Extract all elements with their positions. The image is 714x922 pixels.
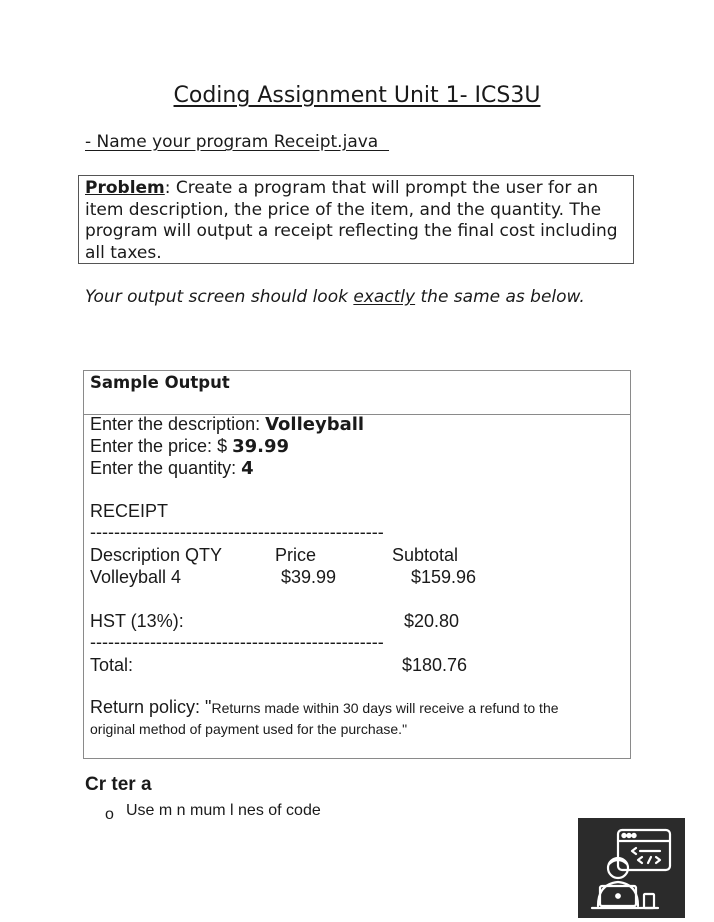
price-prompt: Enter the price: $ xyxy=(90,436,233,456)
column-header-subtotal: Subtotal xyxy=(392,545,459,565)
criteria-item: Use m n mum l nes of code xyxy=(126,802,321,819)
sample-output-header: Sample Output xyxy=(84,371,630,415)
description-prompt: Enter the description: xyxy=(90,414,266,434)
criteria-heading: Cr ter a xyxy=(85,774,152,795)
bullet-marker: o xyxy=(105,806,114,823)
divider-top: ------------------------------------------------- xyxy=(90,522,384,542)
instruction-note xyxy=(85,287,605,309)
note-text-after: the same as below. xyxy=(415,287,585,307)
return-policy-label: Return policy: " xyxy=(90,697,212,717)
sample-output-box xyxy=(83,370,631,759)
programmer-at-laptop-icon xyxy=(578,818,685,918)
return-policy-line2: original method of payment used for the purchase." xyxy=(90,721,408,737)
column-header-price: Price xyxy=(275,545,317,565)
note-emphasis: exactly xyxy=(353,287,416,307)
description-value: Volleyball xyxy=(265,414,365,435)
return-policy-text: Returns made within 30 days will receive a refund to the xyxy=(211,700,559,716)
price-line xyxy=(90,436,289,457)
problem-label: Problem xyxy=(85,178,165,198)
quantity-prompt: Enter the quantity: xyxy=(90,458,242,478)
price-value: 39.99 xyxy=(232,436,290,457)
description-line xyxy=(90,414,364,435)
column-header-description: Description QTY xyxy=(90,545,223,565)
note-text-before: Your output screen should look xyxy=(85,287,354,307)
return-policy-line1 xyxy=(90,697,559,718)
page-title: Coding Assignment Unit 1- ICS3U xyxy=(173,83,541,108)
row-price: $39.99 xyxy=(281,567,337,587)
total-value: $180.76 xyxy=(402,655,468,675)
problem-box xyxy=(78,175,634,264)
hst-value: $20.80 xyxy=(404,611,460,631)
row-subtotal: $159.96 xyxy=(411,567,477,587)
row-description-qty: Volleyball 4 xyxy=(90,567,182,587)
problem-text: : Create a program that will prompt the user for an item description, the price of the item, and the quantity. The program will output a receipt reflecting the final cost including all taxes. xyxy=(85,178,618,263)
total-label: Total: xyxy=(90,655,134,675)
receipt-heading: RECEIPT xyxy=(90,501,169,521)
quantity-value: 4 xyxy=(241,458,254,479)
subtitle: - Name your program Receipt.java xyxy=(85,132,390,152)
divider-bottom: ------------------------------------------------- xyxy=(90,632,384,652)
hst-label: HST (13%): xyxy=(90,611,184,631)
quantity-line xyxy=(90,458,254,479)
